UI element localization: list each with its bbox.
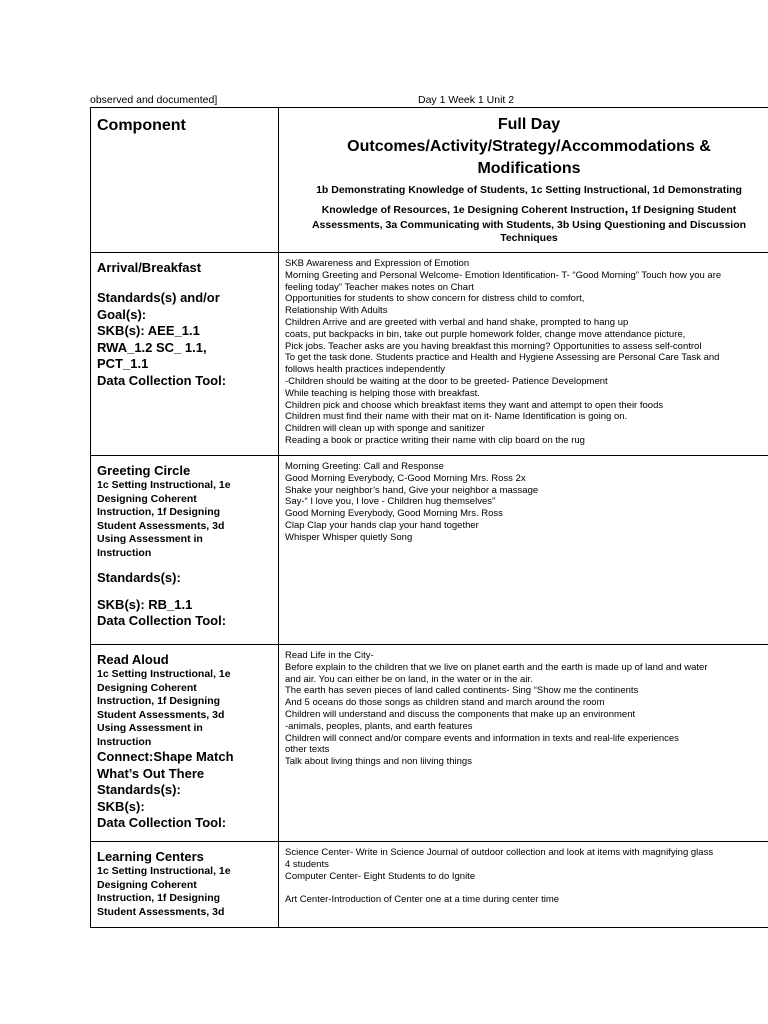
arrival-line: Relationship With Adults xyxy=(285,305,388,317)
table-header-row xyxy=(91,108,768,253)
read-aloud-row xyxy=(91,645,768,842)
arrival-line: coats, put backpacks in bin, take out purple homework folder, change move attendance picture, xyxy=(285,328,686,340)
arrival-standards-line2: Goal(s): xyxy=(97,306,147,322)
greeting-domains-line4: Student Assessments, 3d xyxy=(97,519,225,532)
arrival-skb-line1: SKB(s): AEE_1.1 xyxy=(97,323,200,338)
read-aloud-line: -animals, peoples, plants, and earth features xyxy=(285,720,473,732)
read-aloud-component-cell xyxy=(91,645,279,842)
header-left-text: observed and documented] xyxy=(90,94,218,106)
arrival-skb-line2: RWA_1.2 SC_ 1.1, xyxy=(97,339,207,355)
domains-line2-part-b: 1f Designing Student xyxy=(628,204,737,216)
greeting-line: Good Morning Everybody, Good Morning Mrs. Ross xyxy=(285,508,503,520)
read-aloud-connect-line1: Connect:Shape Match xyxy=(97,749,234,764)
greeting-circle-row xyxy=(91,456,768,645)
greeting-domains-line3: Instruction, 1f Designing xyxy=(97,506,221,518)
arrival-line: Pick jobs. Teacher asks are you having breakfast this morning? Opportunities to assess self-control xyxy=(285,340,702,352)
outcomes-heading-line1: Outcomes/Activity/Strategy/Accommodations & xyxy=(347,138,711,155)
greeting-data-collection-tool: Data Collection Tool: xyxy=(97,613,227,628)
read-aloud-activity-cell xyxy=(279,645,768,842)
arrival-line: While teaching is helping those with breakfast. xyxy=(285,387,480,399)
greeting-standards: Standards(s): xyxy=(97,570,181,585)
read-aloud-domains-line5: Using Assessment in xyxy=(97,722,203,734)
greeting-activity-cell xyxy=(279,456,768,645)
lesson-plan-table xyxy=(90,107,768,928)
domains-line2-part-a: Knowledge of Resources, 1e Designing Coherent Instruction xyxy=(321,204,625,216)
arrival-data-collection-tool: Data Collection Tool: xyxy=(97,372,227,388)
centers-art-line: Art Center-Introduction of Center one at a time during center time xyxy=(285,894,560,906)
arrival-line: Children will clean up with sponge and sanitizer xyxy=(285,423,485,435)
arrival-line: Children must find their name with their mat on it- Name Identification is going on. xyxy=(285,411,628,423)
arrival-line: SKB Awareness and Expression of Emotion xyxy=(285,258,470,269)
read-aloud-line: Read Life in the City- xyxy=(285,650,374,661)
arrival-line: feeling today” Teacher makes notes on Chart xyxy=(285,281,474,293)
arrival-line: Children Arrive and are greeted with verbal and hand shake, prompted to hang up xyxy=(285,316,629,328)
learning-centers-row xyxy=(91,842,768,928)
arrival-skb-line3: PCT_1.1 xyxy=(97,356,149,371)
read-aloud-line: Children will connect and/or compare events and information in texts and real-life experiences xyxy=(285,732,679,744)
greeting-line: Good Morning Everybody, C-Good Morning Mrs. Ross 2x xyxy=(285,472,526,484)
read-aloud-line: other texts xyxy=(285,744,330,756)
domains-line2-comma: , xyxy=(624,200,629,216)
centers-domains-line2: Designing Coherent xyxy=(97,878,197,891)
read-aloud-line: and air. You can either be on land, in the water or in the air. xyxy=(285,673,533,685)
read-aloud-line: Before explain to the children that we live on planet earth and the earth is made up of land and water xyxy=(285,661,708,673)
read-aloud-skb: SKB(s): xyxy=(97,798,145,814)
arrival-line: Opportunities for students to show concern for distress child to comfort, xyxy=(285,293,585,305)
greeting-line: Morning Greeting: Call and Response xyxy=(285,461,444,472)
arrival-activity-cell xyxy=(279,253,768,456)
outcomes-header-cell xyxy=(279,108,768,253)
centers-title: Learning Centers xyxy=(97,849,204,864)
danielson-domains-line3: Assessments, 3a Communicating with Students, 3b Using Questioning and Discussion xyxy=(311,219,747,231)
page-header xyxy=(90,94,768,108)
centers-domains-line4: Student Assessments, 3d xyxy=(97,905,225,918)
read-aloud-domains-line1: 1c Setting Instructional, 1e xyxy=(97,668,231,680)
greeting-component-cell xyxy=(91,456,279,645)
arrival-line: Reading a book or practice writing their name with clip board on the rug xyxy=(285,434,585,446)
danielson-domains-line2 xyxy=(287,200,768,218)
greeting-line: Say-“ I love you, I love - Children hug themselves” xyxy=(285,496,496,508)
read-aloud-line: And 5 oceans do those songs as children stand and march around the room xyxy=(285,697,605,709)
read-aloud-domains-line6: Instruction xyxy=(97,735,152,748)
read-aloud-standards: Standards(s): xyxy=(97,782,181,797)
arrival-line: follows health practices independently xyxy=(285,364,446,376)
greeting-domains-line2: Designing Coherent xyxy=(97,492,197,505)
read-aloud-domains-line2: Designing Coherent xyxy=(97,681,197,694)
centers-component-cell xyxy=(91,842,279,928)
greeting-domains-line5: Using Assessment in xyxy=(97,533,203,545)
outcomes-heading-line2: Modifications xyxy=(477,160,581,177)
full-day-heading: Full Day xyxy=(497,116,561,133)
component-label: Component xyxy=(97,117,186,134)
read-aloud-domains-line3: Instruction, 1f Designing xyxy=(97,695,221,707)
greeting-title: Greeting Circle xyxy=(97,463,191,478)
arrival-title: Arrival/Breakfast xyxy=(97,260,202,275)
read-aloud-line: Children will understand and discuss the components that make up an environment xyxy=(285,708,636,720)
arrival-line: Morning Greeting and Personal Welcome- Emotion Identification- T- “Good Morning” Touch how you are xyxy=(285,269,722,281)
arrival-line: Children pick and choose which breakfast items they want and attempt to open their foods xyxy=(285,399,664,411)
greeting-line: Shake your neighbor’s hand, Give your neighbor a massage xyxy=(285,484,539,496)
danielson-domains-line1: 1b Demonstrating Knowledge of Students, 1c Setting Instructional, 1d Demonstrating xyxy=(316,184,742,196)
read-aloud-data-collection-tool: Data Collection Tool: xyxy=(97,815,227,830)
read-aloud-connect-line2: What’s Out There xyxy=(97,765,205,781)
header-day-week-unit: Day 1 Week 1 Unit 2 xyxy=(418,94,515,106)
danielson-domains-line4: Techniques xyxy=(500,232,558,244)
greeting-line: Whisper Whisper quietly Song xyxy=(285,531,413,543)
greeting-domains-line1: 1c Setting Instructional, 1e xyxy=(97,479,231,491)
arrival-standards-line1: Standards(s) and/or xyxy=(97,290,220,305)
centers-computer-line: Computer Center- Eight Students to do Ignite xyxy=(285,870,476,882)
centers-domains-line1: 1c Setting Instructional, 1e xyxy=(97,865,231,877)
arrival-component-cell xyxy=(91,253,279,456)
read-aloud-title: Read Aloud xyxy=(97,652,169,667)
arrival-line: -Children should be waiting at the door to be greeted- Patience Development xyxy=(285,375,608,387)
arrival-breakfast-row xyxy=(91,253,768,456)
read-aloud-line: The earth has seven pieces of land called continents- Sing “Show me the continents xyxy=(285,685,639,697)
component-header-cell xyxy=(91,108,279,253)
greeting-domains-line6: Instruction xyxy=(97,546,152,559)
read-aloud-domains-line4: Student Assessments, 3d xyxy=(97,708,225,721)
greeting-skb: SKB(s): RB_1.1 xyxy=(97,596,193,612)
arrival-line: To get the task done. Students practice and Health and Hygiene Assessing are Personal Care Task and xyxy=(285,352,720,364)
centers-activity-cell xyxy=(279,842,768,928)
centers-science-students: 4 students xyxy=(285,858,329,870)
greeting-line: Clap Clap your hands clap your hand together xyxy=(285,519,479,531)
centers-domains-line3: Instruction, 1f Designing xyxy=(97,892,221,904)
centers-science-line: Science Center- Write in Science Journal of outdoor collection and look at items with magnifying glass xyxy=(285,847,714,858)
read-aloud-line: Talk about living things and non liiving things xyxy=(285,756,472,768)
